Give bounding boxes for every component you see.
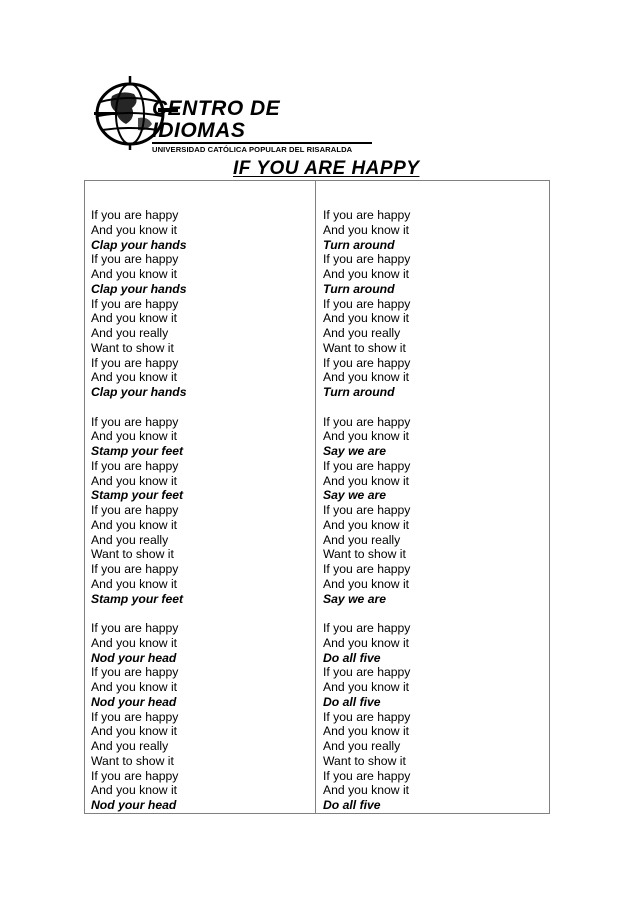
lyric-line: And you know it	[91, 370, 178, 385]
lyric-line: If you are happy	[323, 414, 411, 429]
lyric-line: And you really	[323, 739, 401, 753]
lyric-line: Clap your hands	[91, 385, 187, 399]
institution-logo	[92, 72, 372, 154]
song-title: IF YOU ARE HAPPY	[233, 158, 420, 179]
lyric-line: If you are happy	[323, 296, 411, 311]
lyric-line: And you know it	[323, 783, 410, 798]
lyric-line: And you know it	[91, 429, 178, 444]
lyric-line: And you know it	[91, 311, 178, 326]
lyric-line: If you are happy	[91, 208, 179, 222]
lyric-line: If you are happy	[323, 355, 411, 370]
lyric-line: If you are happy	[91, 296, 179, 311]
lyric-line: If you are happy	[91, 355, 179, 370]
lyric-line: And you know it	[323, 429, 410, 444]
lyric-line: And you know it	[323, 680, 410, 694]
lyric-line: If you are happy	[323, 562, 411, 576]
lyric-line: And you know it	[323, 576, 410, 591]
lyric-line: And you know it	[323, 635, 410, 650]
lyric-line: Turn around	[323, 237, 395, 252]
lyric-line: And you know it	[323, 473, 410, 488]
lyric-line: And you really	[91, 739, 169, 753]
lyric-line: If you are happy	[323, 503, 411, 517]
lyrics-table	[84, 180, 550, 814]
lyric-line: Do all five	[323, 798, 381, 812]
lyric-line: And you know it	[91, 635, 178, 650]
lyric-line: Clap your hands	[91, 281, 187, 296]
lyric-line: If you are happy	[323, 252, 411, 267]
lyric-line: Want to show it	[91, 753, 174, 768]
lyric-line: Nod your head	[91, 650, 177, 665]
lyric-line: Stamp your feet	[91, 444, 184, 458]
lyric-line: Clap your hands	[91, 237, 187, 252]
lyric-line: If you are happy	[323, 208, 411, 222]
lyric-line: Want to show it	[323, 753, 406, 768]
logo-subtitle: UNIVERSIDAD CATÓLICA POPULAR DEL RISARALDA	[152, 145, 353, 154]
lyric-line: And you know it	[91, 517, 178, 532]
column-divider	[315, 181, 316, 813]
lyric-line: And you really	[323, 532, 401, 547]
lyric-line: And you know it	[91, 473, 178, 488]
lyric-line: And you really	[323, 326, 401, 340]
lyric-line: Want to show it	[323, 547, 406, 562]
lyric-line: And you know it	[323, 311, 410, 326]
lyric-line: And you know it	[323, 517, 410, 532]
lyric-line: If you are happy	[323, 709, 411, 724]
lyric-line: And you know it	[323, 724, 410, 739]
stanza-break	[91, 606, 311, 621]
lyric-line: Say we are	[323, 488, 387, 503]
lyric-line: And you really	[91, 532, 169, 547]
lyric-line: And you know it	[323, 222, 410, 237]
stanza-break	[323, 400, 543, 415]
lyric-line: If you are happy	[91, 665, 179, 680]
lyric-line: Turn around	[323, 281, 395, 296]
lyric-line: Want to show it	[91, 547, 174, 562]
lyric-line: If you are happy	[323, 665, 411, 680]
lyric-line: Nod your head	[91, 694, 177, 709]
lyric-line: And you know it	[91, 267, 178, 281]
lyric-line: If you are happy	[323, 458, 411, 473]
lyric-line: Do all five	[323, 694, 381, 709]
lyric-line: Stamp your feet	[91, 488, 184, 503]
lyric-line: If you are happy	[323, 768, 411, 783]
lyric-line: If you are happy	[323, 621, 411, 635]
lyric-line: If you are happy	[91, 621, 179, 635]
logo-name: CENTRO DE IDIOMAS	[152, 98, 372, 144]
lyric-line: If you are happy	[91, 709, 179, 724]
stanza-break	[91, 400, 311, 415]
lyric-line: Turn around	[323, 385, 395, 399]
lyric-line: Want to show it	[91, 340, 174, 355]
lyrics-column-left	[91, 208, 311, 813]
lyric-line: If you are happy	[91, 414, 179, 429]
lyric-line: Do all five	[323, 650, 381, 665]
lyrics-column-right	[323, 208, 543, 813]
lyric-line: Want to show it	[323, 340, 406, 355]
stanza-break	[323, 606, 543, 621]
lyric-line: And you know it	[91, 576, 178, 591]
lyric-line: Nod your head	[91, 798, 177, 812]
lyric-line: If you are happy	[91, 562, 179, 576]
lyric-line: And you know it	[91, 724, 178, 739]
lyric-line: And you know it	[323, 370, 410, 385]
lyric-line: And you know it	[91, 680, 178, 694]
lyric-line: Stamp your feet	[91, 591, 184, 606]
lyric-line: If you are happy	[91, 503, 179, 517]
lyric-line: If you are happy	[91, 458, 179, 473]
lyric-line: If you are happy	[91, 252, 179, 267]
lyric-line: And you know it	[323, 267, 410, 281]
lyric-line: And you know it	[91, 222, 178, 237]
lyric-line: If you are happy	[91, 768, 179, 783]
lyric-line: And you really	[91, 326, 169, 340]
lyric-line: Say we are	[323, 591, 387, 606]
lyric-line: Say we are	[323, 444, 387, 458]
lyric-line: And you know it	[91, 783, 178, 798]
